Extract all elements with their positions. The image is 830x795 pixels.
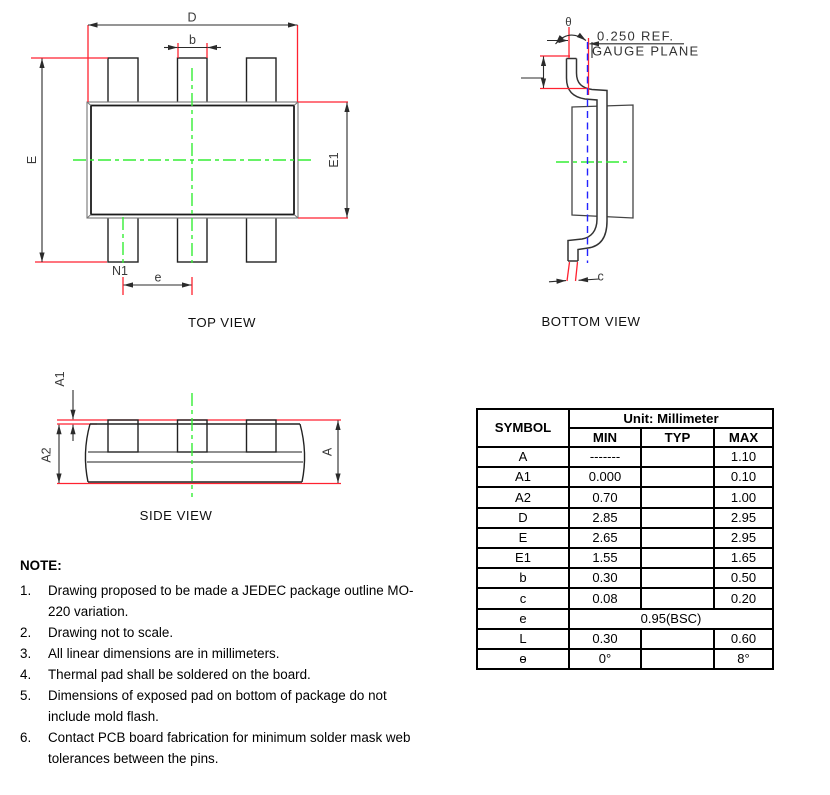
table-header-min: MIN [569,428,641,447]
table-cell: 0.95(BSC) [569,609,773,629]
table-cell: 1.65 [714,548,773,568]
table-cell: 0.10 [714,467,773,487]
table-row [477,467,773,487]
label-A: A [320,447,335,457]
label-D: D [187,10,197,25]
table-cell: 2.85 [569,508,641,528]
table-cell: D [477,508,569,528]
label-gauge-plane: GAUGE PLANE [592,43,700,59]
note-item [20,685,482,727]
label-E1: E1 [327,152,341,168]
table-cell: e [477,609,569,629]
table-header-unit: Unit: Millimeter [569,409,773,428]
table-cell: 8° [714,649,773,669]
side-view-dimensions [59,390,338,483]
table-cell: 2.65 [569,528,641,548]
notes-section [20,555,482,769]
table-cell: E1 [477,548,569,568]
note-number: 1. [20,583,32,598]
label-c: c [597,269,604,284]
table-cell: 0.000 [569,467,641,487]
dimension-arrow-c-left [549,281,566,282]
table-cell: 0.30 [569,568,641,588]
note-number: 2. [20,625,32,640]
table-row [477,649,773,669]
table-cell: b [477,568,569,588]
note-text: Contact PCB board fabrication for minimum solder mask web tolerances between the pins. [48,730,411,766]
table-cell: 2.95 [714,528,773,548]
note-text: Drawing not to scale. [48,625,174,640]
note-text: Drawing proposed to be made a JEDEC package outline MO- 220 variation. [48,583,414,619]
table-cell [641,649,714,669]
table-row [477,568,773,588]
table-cell: E [477,528,569,548]
top-view [25,11,348,331]
table-cell: 0.08 [569,588,641,608]
top-view-caption: TOP VIEW [188,315,256,330]
table-cell: ------- [569,447,641,467]
table-cell [641,548,714,568]
label-A2: A2 [39,447,54,463]
table-cell: 1.55 [569,548,641,568]
theta-angle-arc [556,35,587,44]
table-cell: A2 [477,487,569,507]
note-item [20,580,482,622]
label-N1: N1 [112,264,128,278]
table-cell [641,629,714,649]
table-row [477,508,773,528]
side-view [40,371,342,523]
table-cell: 0.50 [714,568,773,588]
table-cell [641,568,714,588]
note-item [20,643,482,664]
label-E: E [25,155,39,165]
label-b: b [189,33,196,47]
table-cell: 0.70 [569,487,641,507]
table-header-max: MAX [714,428,773,447]
table-cell: 0.60 [714,629,773,649]
table-cell: L [477,629,569,649]
side-view-body [85,424,304,482]
note-text: Dimensions of exposed pad on bottom of package do not include mold flash. [48,688,387,724]
bottom-view [521,17,700,329]
table-cell: 0.30 [569,629,641,649]
table-cell [641,588,714,608]
table-cell: ɵ [477,649,569,669]
label-e: e [154,270,162,285]
notes-list [20,580,482,769]
label-A1: A1 [53,371,67,387]
table-cell [641,447,714,467]
note-item [20,664,482,685]
note-item [20,727,482,769]
table-cell [641,528,714,548]
table-row [477,588,773,608]
notes-heading: NOTE: [20,558,62,573]
note-item [20,622,482,643]
note-number: 5. [20,688,32,703]
dimension-arrow-c-right [579,279,600,280]
table-cell: c [477,588,569,608]
table-row [477,528,773,548]
note-number: 6. [20,730,32,745]
table-row [477,447,773,467]
table-row [477,609,773,629]
note-number: 4. [20,667,32,682]
table-cell: 0° [569,649,641,669]
table-cell [641,487,714,507]
note-text: All linear dimensions are in millimeters. [48,646,280,661]
table-cell: 1.10 [714,447,773,467]
bottom-view-caption: BOTTOM VIEW [541,314,641,329]
table-row [477,487,773,507]
label-theta: θ [565,17,572,29]
note-text: Thermal pad shall be soldered on the board. [48,667,311,682]
table-cell: A [477,447,569,467]
table-cell [641,508,714,528]
table-cell [641,467,714,487]
table-header-symbol: SYMBOL [477,409,569,447]
table-cell: 0.20 [714,588,773,608]
note-number: 3. [20,646,32,661]
dimension-table [476,408,774,670]
table-row [477,629,773,649]
table-row [477,548,773,568]
side-view-caption: SIDE VIEW [139,508,213,523]
label-ref: 0.250 REF. [597,28,675,44]
table-header-typ: TYP [641,428,714,447]
table-cell: 2.95 [714,508,773,528]
table-cell: A1 [477,467,569,487]
table-cell: 1.00 [714,487,773,507]
